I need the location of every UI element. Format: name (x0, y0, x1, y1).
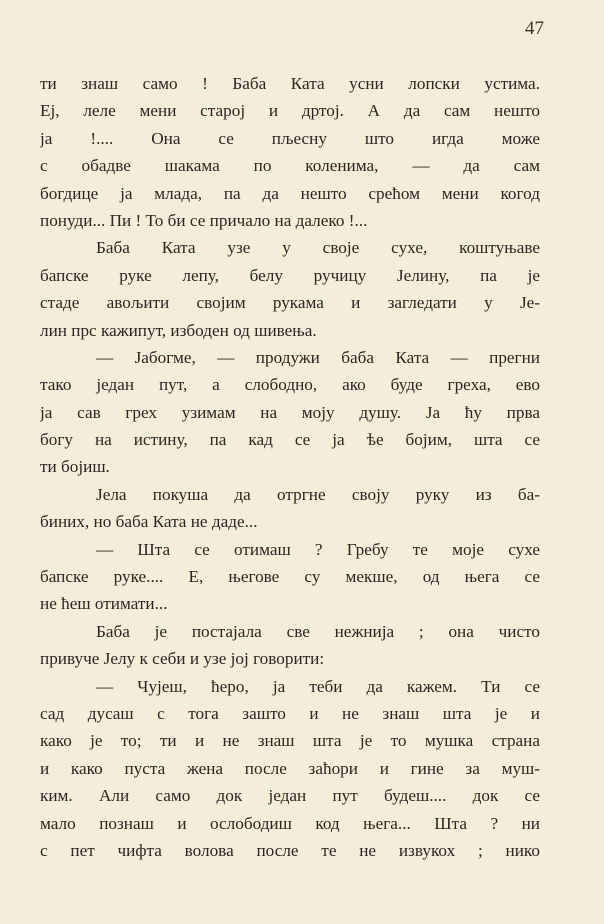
text-line: ти знаш само ! Баба Ката усни лопски устима. (40, 74, 540, 93)
text-line: понуди... Пи ! То би се причало на далеко !... (40, 210, 368, 230)
text-line: и како пуста жена после заћори и гине за муш- (40, 758, 540, 778)
text-line: Баба Ката узе у своје сухе, коштуњаве (96, 238, 540, 258)
text-line: — Чујеш, ћеро, ја теби да кажем. Ти се (96, 676, 540, 696)
text-line: бапске руке лепу, белу ручицу Јелину, па је (40, 265, 540, 285)
text-line: бапске руке.... Е, његове су мекше, од њега се (40, 567, 540, 587)
text-line: ким. Али само док један пут будеш.... док се (40, 786, 540, 806)
text-line: Јела покуша да отргне своју руку из ба- (96, 484, 540, 504)
body-text (40, 70, 540, 864)
page-number: 47 (525, 18, 544, 39)
text-line: ја сав грех узимам на моју душу. Ја ћу прва (40, 402, 540, 422)
text-line: с обадве шакама по коленима, — да сам (40, 156, 540, 176)
text-line: Ej, леле мени старој и дртој. А да сам нешто (40, 101, 540, 121)
text-line: ти бојиш. (40, 457, 110, 477)
text-line: богу на истину, па кад се ја ѣе бојим, шта се (40, 430, 540, 450)
text-line: лин прс кажипут, избоден од шивења. (40, 320, 317, 340)
text-line: ја !.... Она се пљесну што игда може (40, 128, 540, 148)
text-line: — Шта се отимаш ? Гребу те моје сухе (96, 539, 540, 559)
text-line: Баба је постајала све нежнија ; она чисто (96, 621, 540, 641)
text-line: — Јабогме, — продужи баба Ката — прегни (96, 347, 540, 367)
text-line: не ћеш отимати... (40, 594, 168, 614)
text-line: стаде авољити својим рукама и загледати у Је- (40, 293, 540, 313)
text-line: с пет чифта волова после те не извукох ; нико (40, 840, 540, 860)
text-line: како је то; ти и не знаш шта је то мушка страна (40, 731, 540, 751)
text-line: биних, но баба Ката не даде... (40, 512, 258, 532)
text-line: сад дуcаш с тога зашто и не знаш шта је и (40, 703, 540, 723)
text-line: богдице ја млада, па да нешто срећом мени когод (40, 183, 540, 203)
text-line: тако један пут, а слободно, ако буде греха, ево (40, 375, 540, 395)
text-line: привуче Јелу к себи и узе јој говорити: (40, 649, 325, 669)
text-line: мало познаш и ослободиш код њега... Шта ? ни (40, 813, 540, 833)
